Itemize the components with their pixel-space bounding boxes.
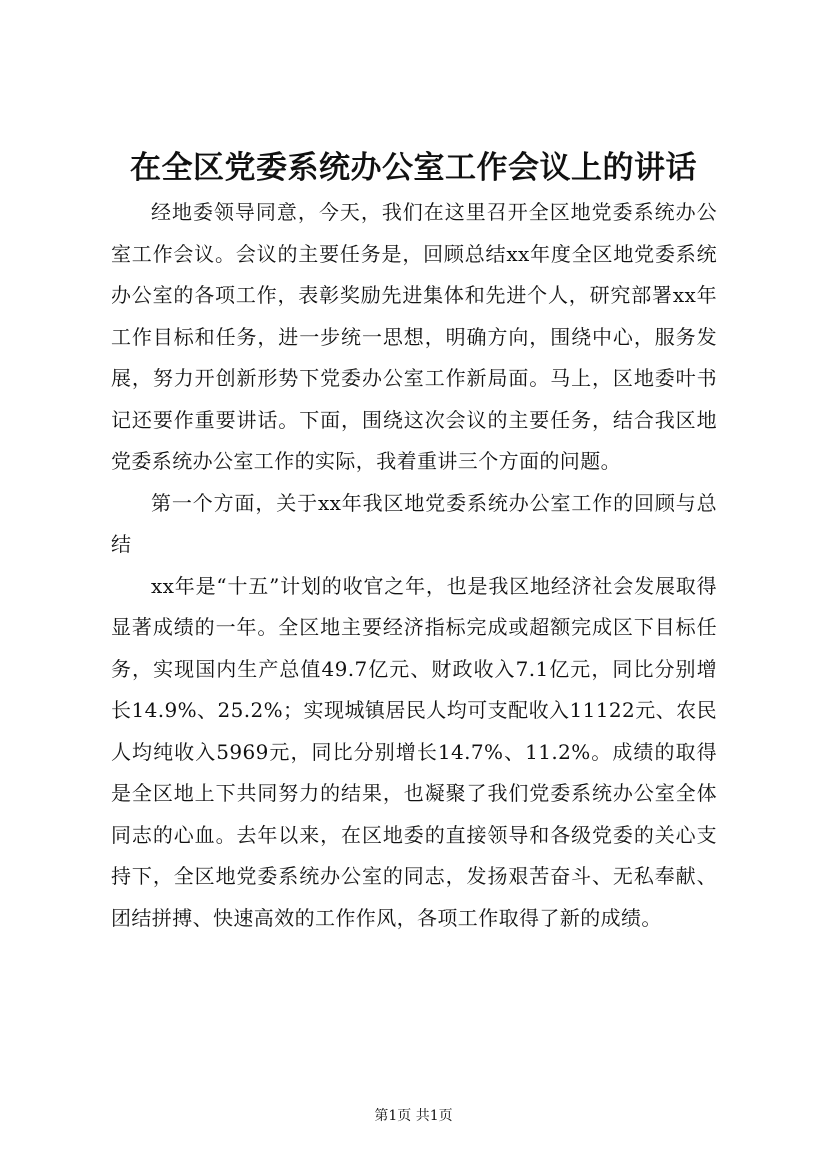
document-body: [111, 192, 717, 939]
document-title: 在全区党委系统办公室工作会议上的讲话: [130, 150, 697, 186]
paragraph-section-heading: 第一个方面，关于xx年我区地党委系统办公室工作的回顾与总结: [111, 490, 717, 556]
paragraph-intro: 经地委领导同意，今天，我们在这里召开全区地党委系统办公室工作会议。会议的主要任务是，回顾总结xx年度全区地党委系统办公室的各项工作，表彰奖励先进集体和先进个人，研究部署xx年工作目标和任务，进一步统一思想，明确方向，围绕中心，服务发展，努力开创新形势下党委办公室工作新局面。马上，区地委叶书记还要作重要讲话。下面，围绕这次会议的主要任务，结合我区地党委系统办公室工作的实际，我着重讲三个方面的问题。: [111, 200, 717, 473]
paragraph-review: xx年是“十五”计划的收官之年，也是我区地经济社会发展取得显著成绩的一年。全区地主要经济指标完成或超额完成区下目标任务，实现国内生产总值49.7亿元、财政收入7.1亿元，同比分别增长14.9%、25.2%；实现城镇居民人均可支配收入11122元、农民人均纯收入5969元，同比分别增长14.7%、11.2%。成绩的取得是全区地上下共同努力的结果，也凝聚了我们党委系统办公室全体同志的心血。去年以来，在区地委的直接领导和各级党委的关心支持下，全区地党委系统办公室的同志，发扬艰苦奋斗、无私奉献、团结拼搏、快速高效的工作作风，各项工作取得了新的成绩。: [111, 573, 717, 930]
page-footer: 第1页 共1页: [374, 1108, 453, 1124]
